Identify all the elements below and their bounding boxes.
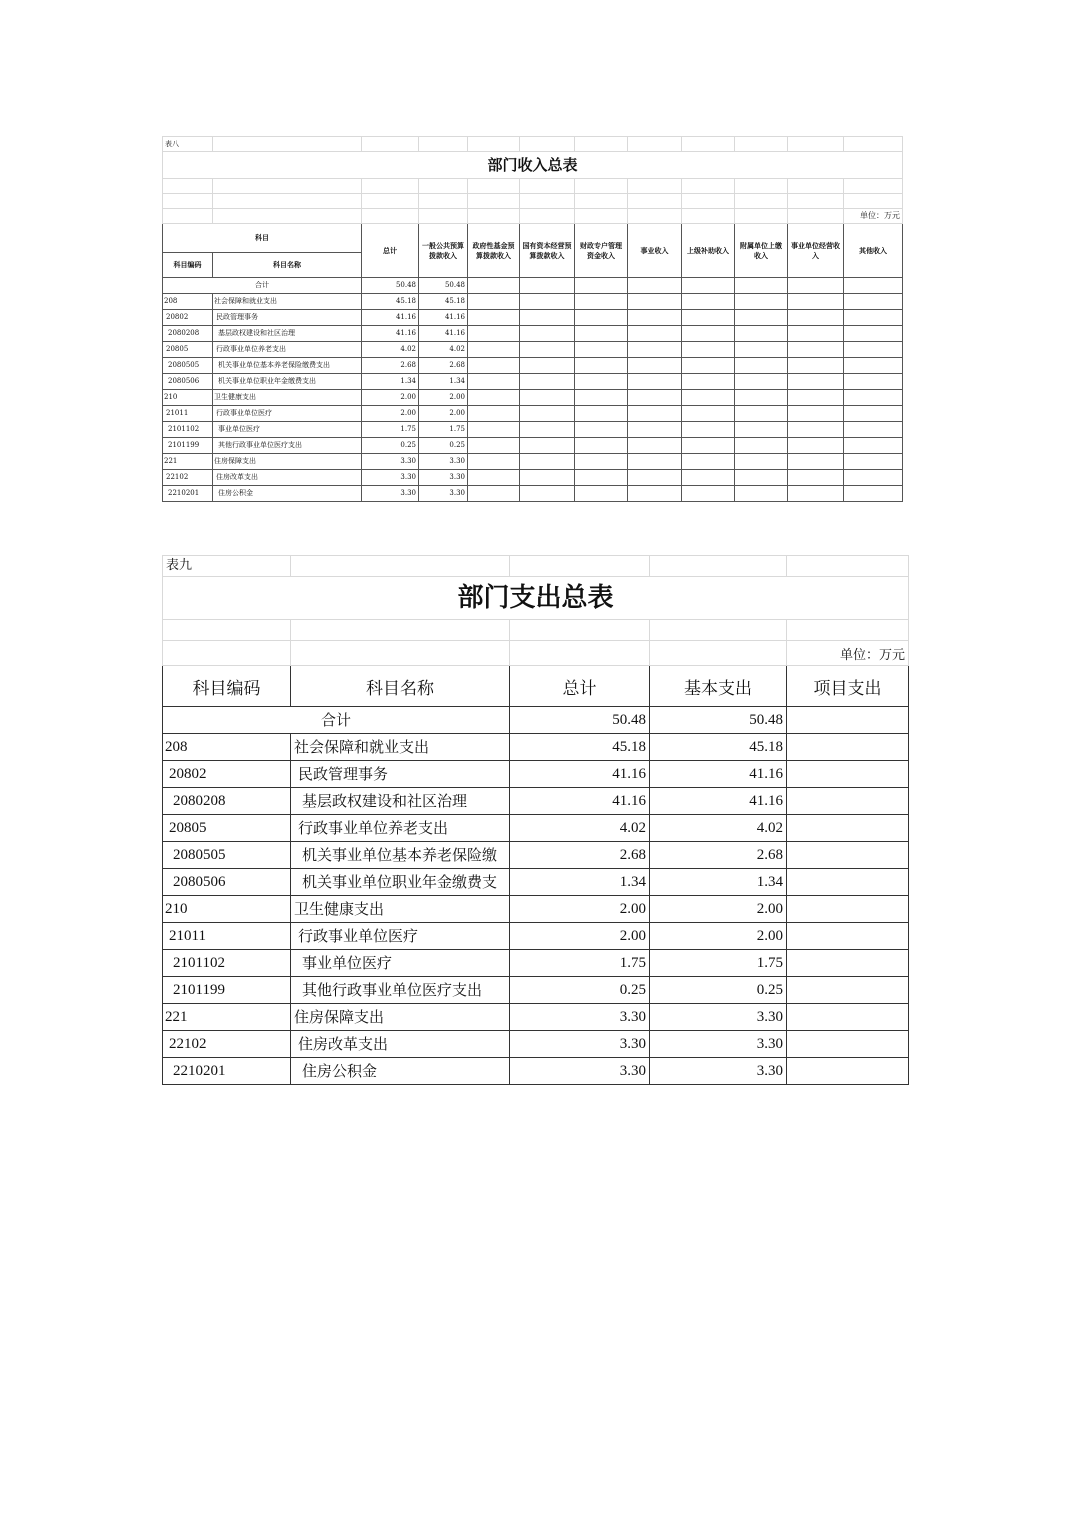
row-project: [787, 842, 909, 869]
row-general: 3.30: [419, 454, 468, 470]
row-project: [787, 896, 909, 923]
row-code: 2080506: [163, 869, 291, 896]
table-row: [163, 788, 909, 815]
row-code: 208: [163, 294, 213, 310]
row-name: 住房改革支出: [291, 1031, 510, 1058]
row-project: [787, 1031, 909, 1058]
row-general: 3.30: [419, 486, 468, 502]
row-name: 住房公积金: [291, 1058, 510, 1085]
row-basic: 2.00: [650, 923, 787, 950]
row-code: 2080208: [163, 788, 291, 815]
row-code: 2080505: [163, 358, 213, 374]
row-name: 机关事业单位职业年金缴费支: [291, 869, 510, 896]
row-code: 22102: [163, 470, 213, 486]
row-total: 3.30: [510, 1004, 650, 1031]
total-label: 合计: [163, 278, 362, 294]
row-basic: 2.68: [650, 842, 787, 869]
row-total: 41.16: [362, 310, 419, 326]
table-row: [163, 1031, 909, 1058]
row-name: 机关事业单位职业年金缴费支出: [213, 374, 362, 390]
row-basic: 1.75: [650, 950, 787, 977]
table-row: [163, 406, 903, 422]
header-superior-subsidy: 上级补助收入: [682, 224, 735, 278]
row-basic: 4.02: [650, 815, 787, 842]
row-name: 住房公积金: [213, 486, 362, 502]
header-code: 科目编码: [163, 253, 213, 278]
table-row: [163, 842, 909, 869]
table-row: [163, 950, 909, 977]
table-row: [163, 815, 909, 842]
total-label: 合计: [163, 707, 510, 734]
row-total: 1.75: [362, 422, 419, 438]
row-general: 0.25: [419, 438, 468, 454]
row-name: 民政管理事务: [291, 761, 510, 788]
table-row: [163, 326, 903, 342]
expenditure-summary-table-section: [162, 555, 908, 1085]
total-value: 50.48: [510, 707, 650, 734]
row-code: 210: [163, 390, 213, 406]
table-row: [163, 374, 903, 390]
table-row: [163, 310, 903, 326]
row-project: [787, 734, 909, 761]
row-code: 210: [163, 896, 291, 923]
row-general: 45.18: [419, 294, 468, 310]
row-total: 2.00: [510, 923, 650, 950]
header-subject: 科目: [163, 224, 362, 253]
table9-label: 表九: [163, 556, 291, 577]
row-name: 事业单位医疗: [291, 950, 510, 977]
table-row: [163, 294, 903, 310]
table-row: [163, 390, 903, 406]
row-general: 1.34: [419, 374, 468, 390]
row-total: 0.25: [510, 977, 650, 1004]
table-row: [163, 869, 909, 896]
row-code: 20802: [163, 310, 213, 326]
row-code: 2101199: [163, 977, 291, 1004]
header-state-capital: 国有资本经营预算拨款收入: [520, 224, 575, 278]
header-special-account: 财政专户管理资金收入: [575, 224, 628, 278]
header-affiliate-income: 附属单位上缴收入: [735, 224, 788, 278]
row-basic: 0.25: [650, 977, 787, 1004]
row-general: 3.30: [419, 470, 468, 486]
table-row-total: [163, 278, 903, 294]
row-basic: 41.16: [650, 788, 787, 815]
row-code: 2101102: [163, 422, 213, 438]
total-value: 50.48: [362, 278, 419, 294]
table-row: [163, 422, 903, 438]
row-code: 208: [163, 734, 291, 761]
row-total: 41.16: [510, 788, 650, 815]
row-basic: 3.30: [650, 1058, 787, 1085]
header-total: 总计: [362, 224, 419, 278]
row-name: 基层政权建设和社区治理: [213, 326, 362, 342]
row-total: 41.16: [362, 326, 419, 342]
row-project: [787, 761, 909, 788]
row-project: [787, 815, 909, 842]
income-summary-table: [162, 136, 903, 502]
row-general: 1.75: [419, 422, 468, 438]
row-basic: 1.34: [650, 869, 787, 896]
header-basic-expenditure: 基本支出: [650, 666, 787, 707]
row-general: 2.68: [419, 358, 468, 374]
row-name: 卫生健康支出: [213, 390, 362, 406]
row-name: 其他行政事业单位医疗支出: [213, 438, 362, 454]
row-basic: 41.16: [650, 761, 787, 788]
row-basic: 2.00: [650, 896, 787, 923]
row-code: 20805: [163, 815, 291, 842]
row-name: 机关事业单位基本养老保险缴费支出: [213, 358, 362, 374]
row-name: 社会保障和就业支出: [291, 734, 510, 761]
row-total: 1.75: [510, 950, 650, 977]
row-code: 21011: [163, 406, 213, 422]
table-row: [163, 1004, 909, 1031]
row-name: 民政管理事务: [213, 310, 362, 326]
table-row: [163, 977, 909, 1004]
row-project: [787, 977, 909, 1004]
row-total: 3.30: [362, 486, 419, 502]
row-total: 4.02: [362, 342, 419, 358]
header-other-income: 其他收入: [844, 224, 903, 278]
row-code: 2101199: [163, 438, 213, 454]
row-project: [787, 1058, 909, 1085]
row-general: 4.02: [419, 342, 468, 358]
row-project: [787, 950, 909, 977]
row-name: 行政事业单位养老支出: [213, 342, 362, 358]
expenditure-summary-table: [162, 555, 909, 1085]
row-code: 21011: [163, 923, 291, 950]
table-row: [163, 896, 909, 923]
row-code: 2080506: [163, 374, 213, 390]
row-basic: 3.30: [650, 1004, 787, 1031]
row-total: 0.25: [362, 438, 419, 454]
row-total: 2.68: [510, 842, 650, 869]
row-code: 20802: [163, 761, 291, 788]
row-total: 45.18: [510, 734, 650, 761]
row-basic: 3.30: [650, 1031, 787, 1058]
row-total: 45.18: [362, 294, 419, 310]
row-code: 221: [163, 454, 213, 470]
header-general-budget: 一般公共预算拨款收入: [419, 224, 468, 278]
header-code: 科目编码: [163, 666, 291, 707]
table-row: [163, 761, 909, 788]
row-general: 2.00: [419, 390, 468, 406]
row-project: [787, 788, 909, 815]
table8-label: 表八: [163, 137, 213, 152]
table8-title: 部门收入总表: [163, 152, 903, 179]
header-project-expenditure: 项目支出: [787, 666, 909, 707]
table-row: [163, 486, 903, 502]
row-total: 4.02: [510, 815, 650, 842]
row-code: 22102: [163, 1031, 291, 1058]
row-name: 行政事业单位医疗: [213, 406, 362, 422]
table-row: [163, 1058, 909, 1085]
table-row: [163, 438, 903, 454]
row-total: 3.30: [510, 1058, 650, 1085]
row-code: 2101102: [163, 950, 291, 977]
header-gov-fund: 政府性基金预算拨款收入: [468, 224, 520, 278]
row-project: [787, 869, 909, 896]
table8-unit: 单位：万元: [844, 209, 903, 224]
row-project: [787, 923, 909, 950]
table9-title: 部门支出总表: [163, 577, 909, 620]
income-summary-table-section: [162, 136, 902, 502]
row-total: 3.30: [510, 1031, 650, 1058]
table-row: [163, 358, 903, 374]
row-name: 住房保障支出: [213, 454, 362, 470]
header-operation-income: 事业单位经营收入: [788, 224, 844, 278]
row-name: 住房保障支出: [291, 1004, 510, 1031]
row-name: 机关事业单位基本养老保险缴: [291, 842, 510, 869]
row-name: 社会保障和就业支出: [213, 294, 362, 310]
table-row: [163, 734, 909, 761]
row-name: 住房改革支出: [213, 470, 362, 486]
row-total: 2.68: [362, 358, 419, 374]
row-code: 2080505: [163, 842, 291, 869]
general-value: 50.48: [419, 278, 468, 294]
header-name: 科目名称: [213, 253, 362, 278]
basic-value: 50.48: [650, 707, 787, 734]
row-name: 行政事业单位医疗: [291, 923, 510, 950]
row-name: 基层政权建设和社区治理: [291, 788, 510, 815]
table9-unit: 单位：万元: [787, 641, 909, 666]
row-name: 卫生健康支出: [291, 896, 510, 923]
table-row: [163, 454, 903, 470]
row-code: 2210201: [163, 486, 213, 502]
row-general: 41.16: [419, 310, 468, 326]
row-total: 2.00: [362, 390, 419, 406]
row-code: 2080208: [163, 326, 213, 342]
header-name: 科目名称: [291, 666, 510, 707]
header-total: 总计: [510, 666, 650, 707]
row-basic: 45.18: [650, 734, 787, 761]
row-general: 41.16: [419, 326, 468, 342]
row-code: 2210201: [163, 1058, 291, 1085]
table-row: [163, 470, 903, 486]
row-general: 2.00: [419, 406, 468, 422]
row-total: 1.34: [362, 374, 419, 390]
row-total: 2.00: [510, 896, 650, 923]
row-total: 3.30: [362, 470, 419, 486]
table-row: [163, 923, 909, 950]
row-total: 3.30: [362, 454, 419, 470]
row-name: 行政事业单位养老支出: [291, 815, 510, 842]
table-row-total: [163, 707, 909, 734]
row-name: 事业单位医疗: [213, 422, 362, 438]
row-name: 其他行政事业单位医疗支出: [291, 977, 510, 1004]
row-total: 1.34: [510, 869, 650, 896]
row-code: 20805: [163, 342, 213, 358]
row-total: 2.00: [362, 406, 419, 422]
header-business-income: 事业收入: [628, 224, 682, 278]
row-code: 221: [163, 1004, 291, 1031]
table-row: [163, 342, 903, 358]
row-total: 41.16: [510, 761, 650, 788]
row-project: [787, 1004, 909, 1031]
